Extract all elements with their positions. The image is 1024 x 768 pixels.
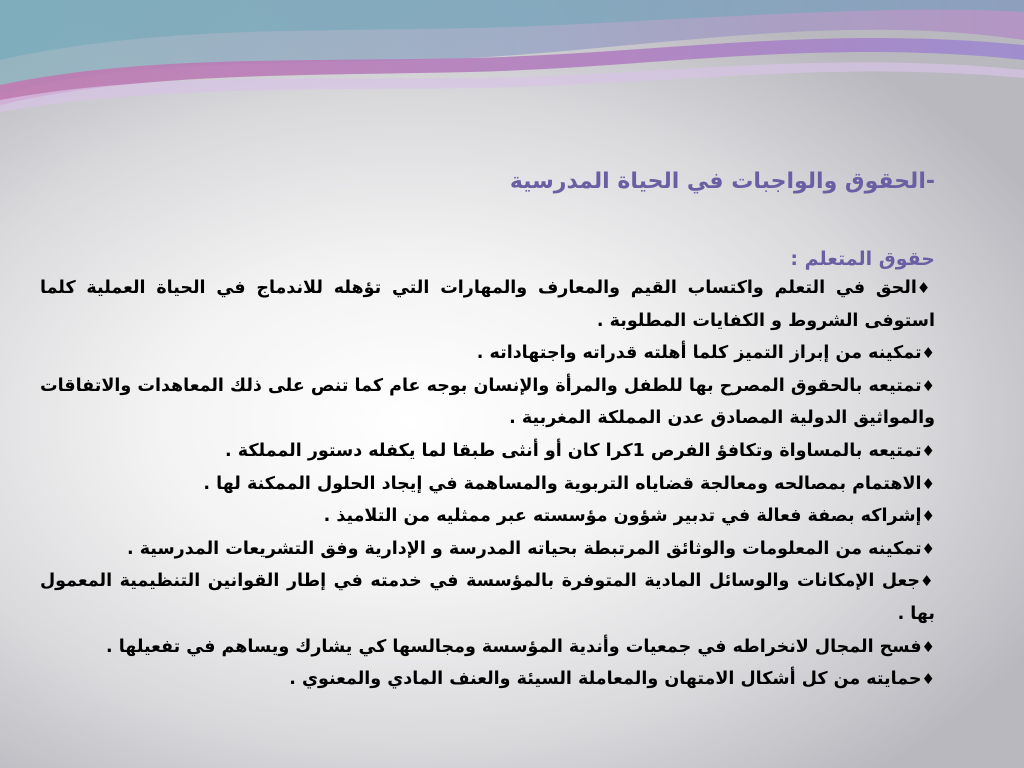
list-item-text: تمكينه من المعلومات والوثائق المرتبطة بحياته المدرسة و الإدارية وفق التشريعات المدرسية . bbox=[126, 538, 922, 559]
diamond-bullet-icon: ♦ bbox=[921, 344, 935, 363]
diamond-bullet-icon: ♦ bbox=[921, 474, 935, 493]
list-item bbox=[40, 468, 935, 501]
list-item bbox=[40, 435, 935, 468]
diamond-bullet-icon: ♦ bbox=[921, 539, 935, 558]
list-item bbox=[40, 500, 935, 533]
list-item bbox=[40, 272, 935, 337]
diamond-bullet-icon: ♦ bbox=[920, 572, 935, 591]
list-item bbox=[40, 370, 935, 435]
list-item-text: إشراكه بصفة فعالة في تدبير شؤون مؤسسته عبر ممثليه من التلاميذ . bbox=[323, 506, 922, 527]
diamond-bullet-icon: ♦ bbox=[921, 376, 935, 395]
list-item bbox=[40, 533, 935, 566]
list-item-text: فسح المجال لانخراطه في جمعيات وأندية المؤسسة ومجالسها كي يشارك ويساهم في تفعيلها . bbox=[105, 636, 922, 657]
section-heading: حقوق المتعلم : bbox=[790, 248, 935, 270]
diamond-bullet-icon: ♦ bbox=[921, 441, 935, 460]
list-item-text: حمايته من كل أشكال الامتهان والمعاملة السيئة والعنف المادي والمعنوي . bbox=[289, 669, 922, 690]
diamond-bullet-icon: ♦ bbox=[921, 637, 935, 656]
list-item-text: جعل الإمكانات والوسائل المادية المتوفرة بالمؤسسة في خدمته في إطار القوانين التنظيمية المعمول بها . bbox=[40, 571, 935, 624]
list-item-text: الحق في التعلم واكتساب القيم والمعارف والمهارات التي تؤهله للاندماج في الحياة العملية كلما استوفى الشروط و الكفايات المطلوبة . bbox=[40, 278, 935, 331]
rights-list bbox=[40, 272, 935, 696]
list-item bbox=[40, 337, 935, 370]
list-item-text: تمكينه من إبراز التميز كلما أهلته قدراته واجتهاداته . bbox=[476, 343, 922, 364]
diamond-bullet-icon: ♦ bbox=[916, 279, 935, 297]
list-item-text: تمتيعه بالمساواة وتكافؤ الفرص 1كرا كان أو أنثى طبقا لما يكفله دستور المملكة . bbox=[225, 440, 922, 461]
list-item bbox=[40, 663, 935, 696]
list-item bbox=[40, 565, 935, 630]
slide-title: -الحقوق والواجبات في الحياة المدرسية bbox=[509, 169, 935, 194]
diamond-bullet-icon: ♦ bbox=[921, 670, 935, 689]
header-wave-decoration bbox=[0, 0, 1024, 130]
diamond-bullet-icon: ♦ bbox=[921, 507, 935, 526]
list-item bbox=[40, 631, 935, 664]
list-item-text: الاهتمام بمصالحه ومعالجة قضاياه التربوية والمساهمة في إيجاد الحلول الممكنة لها . bbox=[203, 473, 922, 494]
list-item-text: تمتيعه بالحقوق المصرح بها للطفل والمرأة والإنسان بوجه عام كما تنص على ذلك المعاهدات والاتفاقات والمواثيق الدولية المصادق عدن المملكة المغربية . bbox=[40, 375, 935, 429]
slide-content bbox=[40, 168, 935, 696]
